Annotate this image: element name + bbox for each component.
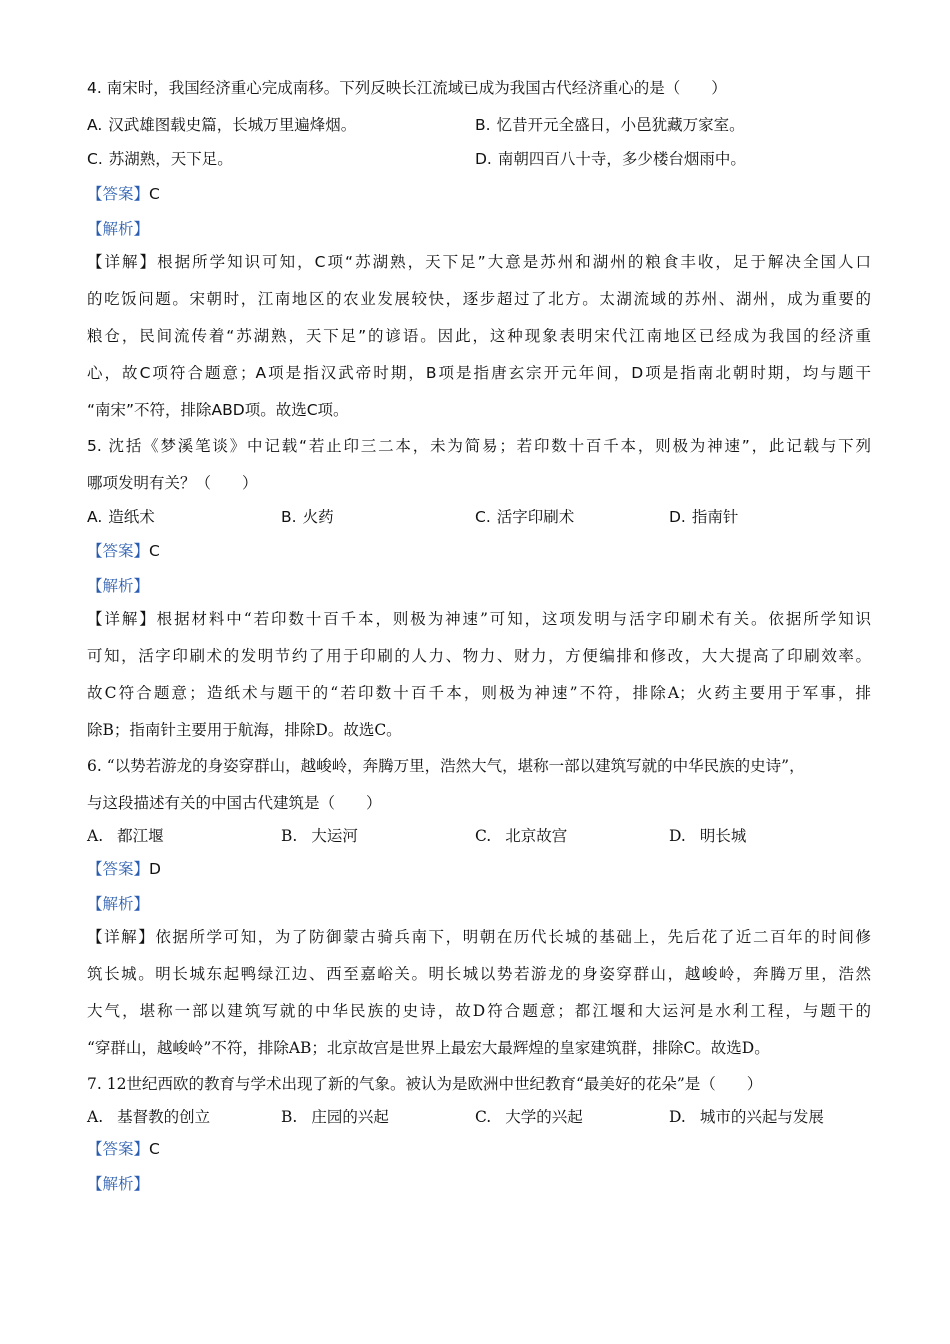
q4-detail-line-2: 的吃饭问题。宋朝时，江南地区的农业发展较快，逐步超过了北方。太湖流域的苏州、湖州，成为重要的	[87, 290, 871, 308]
q6-detail-line-1: 【详解】依据所学可知，为了防御蒙古骑兵南下，明朝在历代长城的基础上，先后花了近二百年的时间修	[87, 928, 871, 946]
q7-option-b: B. 庄园的兴起	[281, 1108, 389, 1126]
q6-stem-line-1: 6. “以势若游龙的身姿穿群山，越峻岭，奔腾万里，浩然大气，堪称一部以建筑写就的中华民族的史诗”，	[87, 757, 805, 775]
q5-answer: 【答案】C	[87, 542, 160, 560]
q7-stem: 7. 12世纪西欧的教育与学术出现了新的气象。被认为是欧洲中世纪教育“最美好的花朵”是（ ）	[87, 1075, 763, 1093]
q4-detail-line-1: 【详解】根据所学知识可知，C项“苏湖熟，天下足”大意是苏州和湖州的粮食丰收，足于解决全国人口	[87, 253, 871, 271]
q5-option-b: B. 火药	[281, 508, 334, 526]
q5-detail-line-4: 除B；指南针主要用于航海，排除D。故选C。	[87, 721, 402, 739]
q6-option-a: A. 都江堰	[87, 827, 164, 845]
q7-option-d: D. 城市的兴起与发展	[669, 1108, 824, 1126]
q4-analysis-label: 【解析】	[87, 220, 150, 238]
q6-option-b: B. 大运河	[281, 827, 358, 845]
q6-detail-line-3: 大气，堪称一部以建筑写就的中华民族的史诗，故D符合题意；都江堰和大运河是水利工程，与题干的	[87, 1002, 871, 1020]
q6-detail-line-4: “穿群山，越峻岭”不符，排除AB；北京故宫是世界上最宏大最辉煌的皇家建筑群，排除C。故选D。	[87, 1039, 770, 1057]
q5-detail-line-1: 【详解】根据材料中“若印数十百千本，则极为神速”可知，这项发明与活字印刷术有关。依据所学知识	[87, 610, 871, 628]
q7-analysis-label: 【解析】	[87, 1175, 150, 1193]
q4-stem: 4. 南宋时，我国经济重心完成南移。下列反映长江流域已成为我国古代经济重心的是（ ）	[87, 79, 727, 97]
q5-detail-line-3: 故C符合题意；造纸术与题干的“若印数十百千本，则极为神速”不符，排除A；火药主要用于军事，排	[87, 684, 871, 702]
q4-detail-line-4: 心，故C项符合题意；A项是指汉武帝时期，B项是指唐玄宗开元年间，D项是指南北朝时期，均与题干	[87, 364, 871, 382]
q6-option-c: C. 北京故宫	[475, 827, 568, 845]
q5-detail-line-2: 可知，活字印刷术的发明节约了用于印刷的人力、物力、财力，方便编排和修改，大大提高了印刷效率。	[87, 647, 871, 665]
q4-option-a: A. 汉武雄图载史篇，长城万里遍烽烟。	[87, 116, 357, 134]
q4-option-d: D. 南朝四百八十寺，多少楼台烟雨中。	[475, 150, 746, 168]
q4-detail-line-5: “南宋”不符，排除ABD项。故选C项。	[87, 401, 349, 419]
q6-detail-line-2: 筑长城。明长城东起鸭绿江边、西至嘉峪关。明长城以势若游龙的身姿穿群山，越峻岭，奔腾万里，浩然	[87, 965, 871, 983]
q6-analysis-label: 【解析】	[87, 895, 150, 913]
q5-stem-line-1: 5. 沈括《梦溪笔谈》中记载“若止印三二本，未为简易；若印数十百千本，则极为神速”，此记载与下列	[87, 437, 871, 455]
q5-analysis-label: 【解析】	[87, 577, 150, 595]
q4-option-c: C. 苏湖熟，天下足。	[87, 150, 233, 168]
q5-option-c: C. 活字印刷术	[475, 508, 575, 526]
q6-answer: 【答案】D	[87, 860, 161, 878]
q4-answer: 【答案】C	[87, 185, 160, 203]
q4-detail-line-3: 粮仓，民间流传着“苏湖熟，天下足”的谚语。因此，这种现象表明宋代江南地区已经成为我国的经济重	[87, 327, 871, 345]
q7-option-c: C. 大学的兴起	[475, 1108, 583, 1126]
q6-option-d: D. 明长城	[669, 827, 747, 845]
q7-answer: 【答案】C	[87, 1140, 160, 1158]
q4-option-b: B. 忆昔开元全盛日，小邑犹藏万家室。	[475, 116, 745, 134]
q6-stem-line-2: 与这段描述有关的中国古代建筑是（ ）	[87, 794, 382, 812]
q5-stem-line-2: 哪项发明有关？（ ）	[87, 474, 258, 492]
q7-option-a: A. 基督教的创立	[87, 1108, 211, 1126]
q5-option-a: A. 造纸术	[87, 508, 155, 526]
q5-option-d: D. 指南针	[669, 508, 739, 526]
